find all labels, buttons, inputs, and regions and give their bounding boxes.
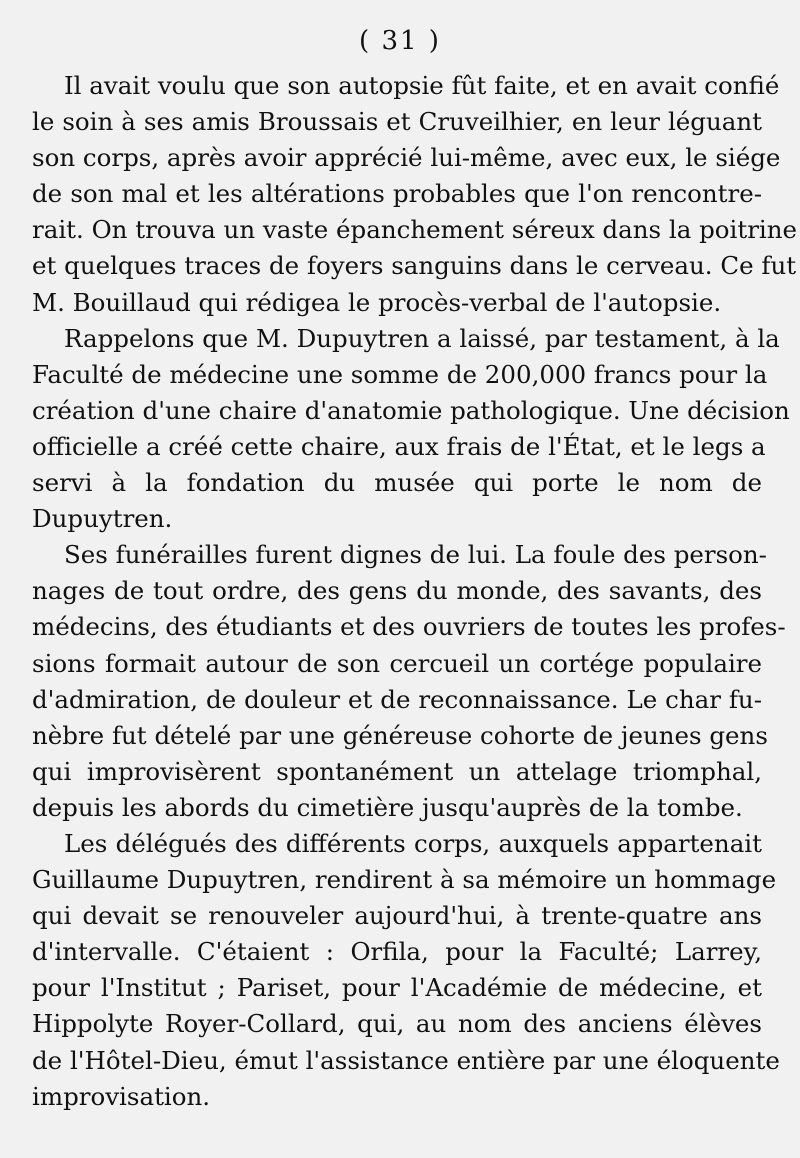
text-line: improvisation. — [32, 1081, 211, 1111]
text-line: Ses funérailles furent dignes de lui. La foule des person- — [64, 540, 767, 570]
text-line: qui devait se renouveler aujourd'hui, à trente-quatre ans — [32, 901, 762, 931]
text-line: depuis les abords du cimetière jusqu'auprès de la tombe. — [32, 792, 743, 822]
text-line: et quelques traces de foyers sanguins dans le cerveau. Ce fut — [32, 251, 797, 281]
text-line: officielle a créé cette chaire, aux frais de l'État, et le legs a — [32, 431, 766, 461]
text-line: M. Bouillaud qui rédigea le procès-verbal de l'autopsie. — [32, 287, 722, 317]
text-line: nages de tout ordre, des gens du monde, des savants, des — [32, 576, 762, 606]
text-line: d'intervalle. C'étaient : Orfila, pour la Faculté; Larrey, — [32, 937, 762, 967]
text-line: création d'une chaire d'anatomie pathologique. Une décision — [32, 395, 790, 425]
text-line: Dupuytren. — [32, 504, 173, 534]
text-line: de l'Hôtel-Dieu, émut l'assistance entière par une éloquente — [32, 1045, 780, 1075]
page-number: ( 31 ) — [359, 26, 441, 56]
text-line: Hippolyte Royer-Collard, qui, au nom des anciens élèves — [32, 1009, 762, 1039]
text-line: pour l'Institut ; Pariset, pour l'Académie de médecine, et — [32, 973, 762, 1003]
text-line: Les délégués des différents corps, auxquels appartenait — [64, 828, 762, 858]
text-line: servi à la fondation du musée qui porte le nom de — [32, 468, 762, 498]
text-line: qui improvisèrent spontanément un attelage triomphal, — [32, 756, 762, 786]
text-line: de son mal et les altérations probables que l'on rencontre- — [32, 179, 762, 209]
body-text — [32, 68, 798, 1115]
text-line: médecins, des étudiants et des ouvriers de toutes les profes- — [32, 612, 786, 642]
text-line: d'admiration, de douleur et de reconnaissance. Le char fu- — [32, 684, 762, 714]
text-line: Rappelons que M. Dupuytren a laissé, par testament, à la — [64, 323, 780, 353]
text-line: Faculté de médecine une somme de 200,000 francs pour la — [32, 359, 768, 389]
text-line: son corps, après avoir apprécié lui-même, avec eux, le siége — [32, 143, 781, 173]
text-line: rait. On trouva un vaste épanchement séreux dans la poitrine — [32, 215, 798, 245]
text-line: sions formait autour de son cercueil un cortége populaire — [32, 648, 762, 678]
text-line: Guillaume Dupuytren, rendirent à sa mémoire un hommage — [32, 865, 777, 895]
text-line: Il avait voulu que son autopsie fût faite, et en avait confié — [64, 71, 780, 100]
text-line: nèbre fut dételé par une généreuse cohorte de jeunes gens — [32, 720, 768, 750]
text-line: le soin à ses amis Broussais et Cruveilhier, en leur léguant — [32, 107, 762, 137]
